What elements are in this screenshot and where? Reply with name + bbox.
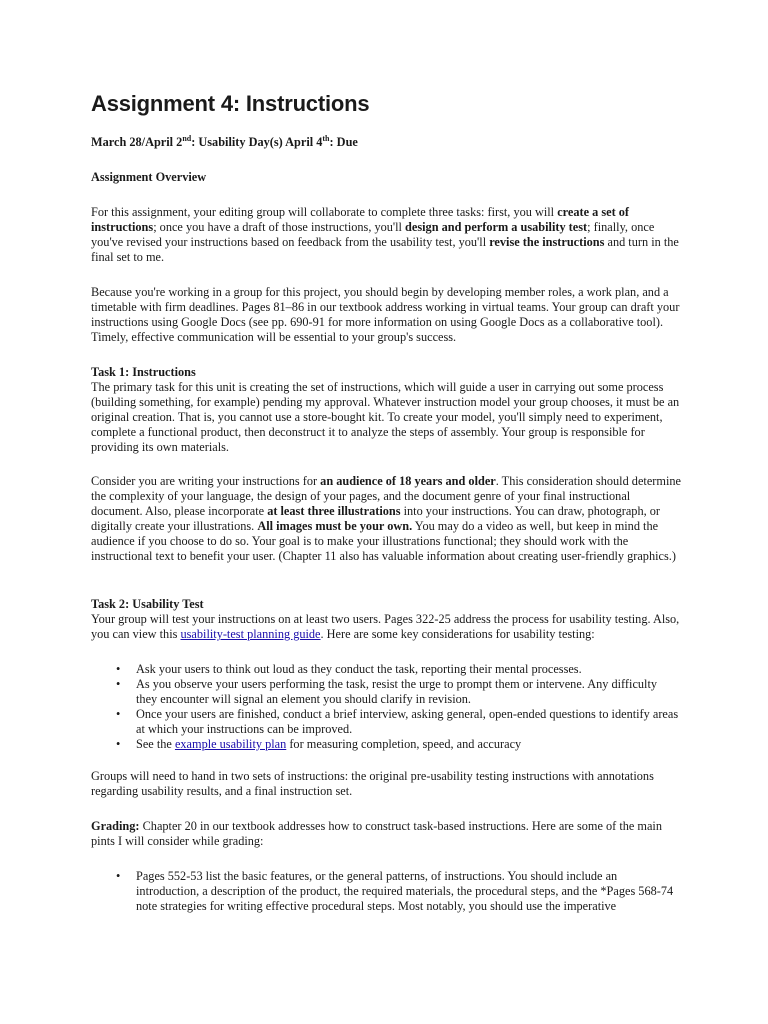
- task2-intro: [91, 612, 681, 642]
- example-usability-plan-link[interactable]: example usability plan: [174, 737, 287, 751]
- grading-list: [91, 869, 681, 914]
- dates-part-2: : Usability Day(s) April 4: [191, 135, 323, 149]
- document-body: [91, 92, 681, 914]
- text-run: . Here are some key considerations for usability testing:: [320, 627, 595, 641]
- bold-revise-instructions: revise the instructions: [489, 235, 605, 249]
- bold-illustrations: at least three illustrations: [267, 504, 401, 518]
- page-title: Assignment 4: Instructions: [91, 91, 370, 116]
- list-item: [91, 869, 681, 914]
- task1-paragraph-1: The primary task for this unit is creating the set of instructions, which will guide a user in carrying out some process (building something, for example) pending my approval. Whatever instruction model your group chooses, it must be an original creation. That is, you cannot use a store-bought kit. To create your model, you'll simply need to experiment, complete a functional product, then deconstruct it to analyze the steps of assembly. Your group is responsible for providing its own materials.: [91, 380, 680, 454]
- text-run: Chapter 20 in our textbook addresses how to construct task-based instructions. Here are some of the main pints I will consider while grading:: [91, 819, 663, 848]
- due-dates: [91, 135, 681, 150]
- grading-label: Grading:: [91, 819, 140, 833]
- text-run: For this assignment, your editing group will collaborate to complete three tasks: first, you will: [91, 205, 558, 219]
- overview-heading: Assignment Overview: [91, 170, 207, 184]
- text-run: into your instructions. You can draw, photograph, or digitally create your illustrations.: [91, 504, 660, 533]
- bold-images-own: All images must be your own.: [257, 519, 413, 533]
- list-item-text: As you observe your users performing the task, resist the urge to prompt them or intervene. Any difficulty they encounter will signal an element you should clarify in revision.: [136, 677, 658, 706]
- list-item: [91, 707, 681, 737]
- bullet-icon: •: [116, 677, 121, 691]
- bullet-icon: •: [116, 662, 121, 676]
- bullet-icon: •: [116, 869, 121, 883]
- text-run: ; once you have a draft of those instructions, you'll: [153, 220, 406, 234]
- grading-paragraph: [91, 819, 681, 849]
- list-item: [91, 737, 681, 752]
- bullet-icon: •: [116, 737, 121, 751]
- dates-sup-1: nd: [182, 133, 192, 143]
- overview-paragraph-1: [91, 205, 681, 265]
- bold-create-instructions: create a set of instructions: [91, 205, 629, 234]
- list-item-text: See the: [136, 737, 175, 751]
- text-run: . This consideration should determine the complexity of your language, the design of your pages, and the document genre of your final instructional document. Also, please incorporate: [91, 474, 681, 518]
- list-item-text: for measuring completion, speed, and accuracy: [286, 737, 522, 751]
- task1-paragraph-2: [91, 474, 681, 564]
- task1-heading: Task 1: Instructions: [91, 365, 196, 379]
- task2-heading: Task 2: Usability Test: [91, 597, 204, 611]
- list-item: [91, 662, 681, 677]
- usability-considerations-list: [91, 662, 681, 752]
- list-item-text: Ask your users to think out loud as they conduct the task, reporting their mental processes.: [136, 662, 582, 676]
- bold-usability-test: design and perform a usability test: [405, 220, 588, 234]
- list-item-text: Pages 552-53 list the basic features, or the general patterns, of instructions. You should include an introduction, a description of the product, the required materials, the procedural steps, and the *Pages 568-74 note strategies for writing effective procedural steps. Most notably, you should use the imperative: [136, 869, 674, 913]
- text-run: You may do a video as well, but keep in mind the audience if you choose to do so. Your goal is to make your illustrations functional; they should work with the instructional text to benefit your user. (Chapter 11 also has valuable information about creating user-friendly graphics.): [91, 519, 676, 563]
- text-run: Your group will test your instructions on at least two users. Pages 322-25 address the process for usability testing. Also, you can view this: [91, 612, 680, 641]
- dates-sup-2: th: [322, 133, 330, 143]
- overview-paragraph-2: Because you're working in a group for this project, you should begin by developing member roles, a work plan, and a timetable with firm deadlines. Pages 81–86 in our textbook address working in virtual teams. Your group can draft your instructions using Google Docs (see pp. 690-91 for more information on using Google Docs as a collaborative tool). Timely, effective communication will be essential to your group's success.: [91, 285, 680, 344]
- bold-audience: an audience of 18 years and older: [320, 474, 496, 488]
- text-run: and turn in the final set to me.: [91, 235, 679, 264]
- task2-closing: Groups will need to hand in two sets of instructions: the original pre-usability testing instructions with annotations regarding usability results, and a final instruction set.: [91, 769, 654, 798]
- dates-part-1: March 28/April 2: [91, 135, 183, 149]
- bullet-icon: •: [116, 707, 121, 721]
- usability-guide-link[interactable]: usability-test planning guide: [180, 627, 321, 641]
- list-item-text: Once your users are finished, conduct a brief interview, asking general, open-ended questions to identify areas at which your instructions can be improved.: [136, 707, 679, 736]
- list-item: [91, 677, 681, 707]
- text-run: Consider you are writing your instructions for: [91, 474, 321, 488]
- text-run: ; finally, once you've revised your instructions based on feedback from the usability test, you'll: [91, 220, 655, 249]
- dates-part-3: : Due: [329, 135, 358, 149]
